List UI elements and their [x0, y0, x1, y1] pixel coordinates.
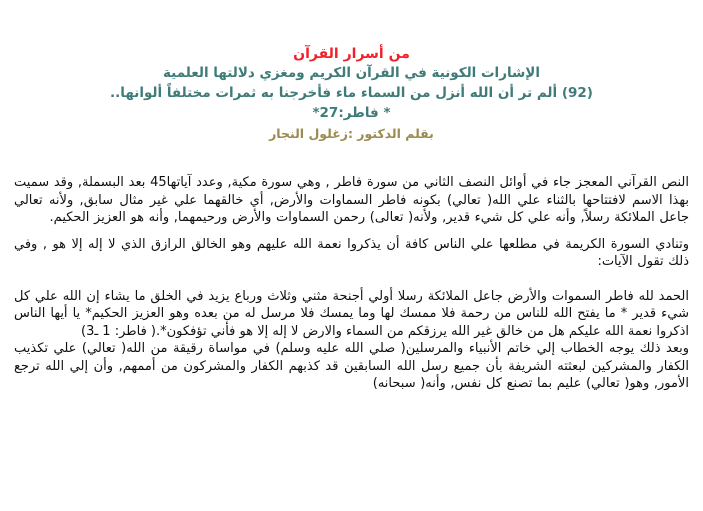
- page-title: من أسرار القرآن: [293, 46, 410, 62]
- document-body: [0, 174, 703, 393]
- paragraph-call: وتنادي السورة الكريمة في مطلعها علي الناس كافة أن يذكروا نعمة الله عليهم وهو الخالق الرازق الذي لا إله إلا هو , وفي ذلك تقول الآيات:: [14, 236, 689, 269]
- author-byline: بقلم الدكتور :زغلول النجار: [269, 126, 434, 141]
- header-verse-line: (92) ألم تر أن الله أنزل من السماء ماء فأخرجنا به ثمرات مختلفاً ألوانها..: [110, 85, 593, 101]
- header-verse-reference: * فاطر:27*: [312, 105, 391, 121]
- page-subtitle: الإشارات الكونية في القرآن الكريم ومغزي دلالتها العلمية: [163, 65, 540, 81]
- paragraph-gap-2: [14, 271, 689, 288]
- paragraph-gap-1: [14, 227, 689, 236]
- document-header: [0, 0, 703, 144]
- header-body-gap: [0, 144, 703, 174]
- paragraph-quran-verses: الحمد لله فاطر السموات والأرض جاعل الملائكة رسلا أولي أجنحة مثني وثلاث ورباع يزيد في الخلق ما يشاء إن الله علي كل شيء قدير * ما يفتح الله للناس من رحمة فلا ممسك لها وما يمسك فلا مرسل له من بعده وهو العزيز الحكيم* يا أيها الناس اذكروا نعمة الله عليكم هل من خالق غير الله يرزقكم من السماء والارض لا إله إلا هو فأني تؤفكون*.( فاطر: 1 ـ3): [14, 288, 689, 339]
- paragraph-closing: وبعد ذلك يوجه الخطاب إلي خاتم الأنبياء والمرسلين( صلي الله عليه وسلم) في مواساة رقيقة من الله( تعالي) علي تكذيب الكفار والمشركين لبعثته الشريفة بأن جميع رسل الله السابقين قد كذبهم الكفار والمشركون من أممهم, وأن إلي الله ترجع الأمور, وهو( تعالي) عليم بما تصنع كل نفس, وأنه( سبحانه): [14, 341, 689, 391]
- paragraph-intro: النص القرآني المعجز جاء في أوائل النصف الثاني من سورة فاطر , وهي سورة مكية, وعدد آياتها45 بعد البسملة, وقد سميت بهذا الاسم لافتتاحها بالثناء علي الله( تعالي) بكونه فاطر السماوات والأرض, أي خالقهما علي غير مثال سابق, ولأنه تعالي جاعل الملائكة رسلاً, وأنه علي كل شيء قدير, ولأنه( تعالى) رحمن السماوات والأرض ورحيمهما, وأنه هو العزيز الحكيم.: [14, 175, 689, 225]
